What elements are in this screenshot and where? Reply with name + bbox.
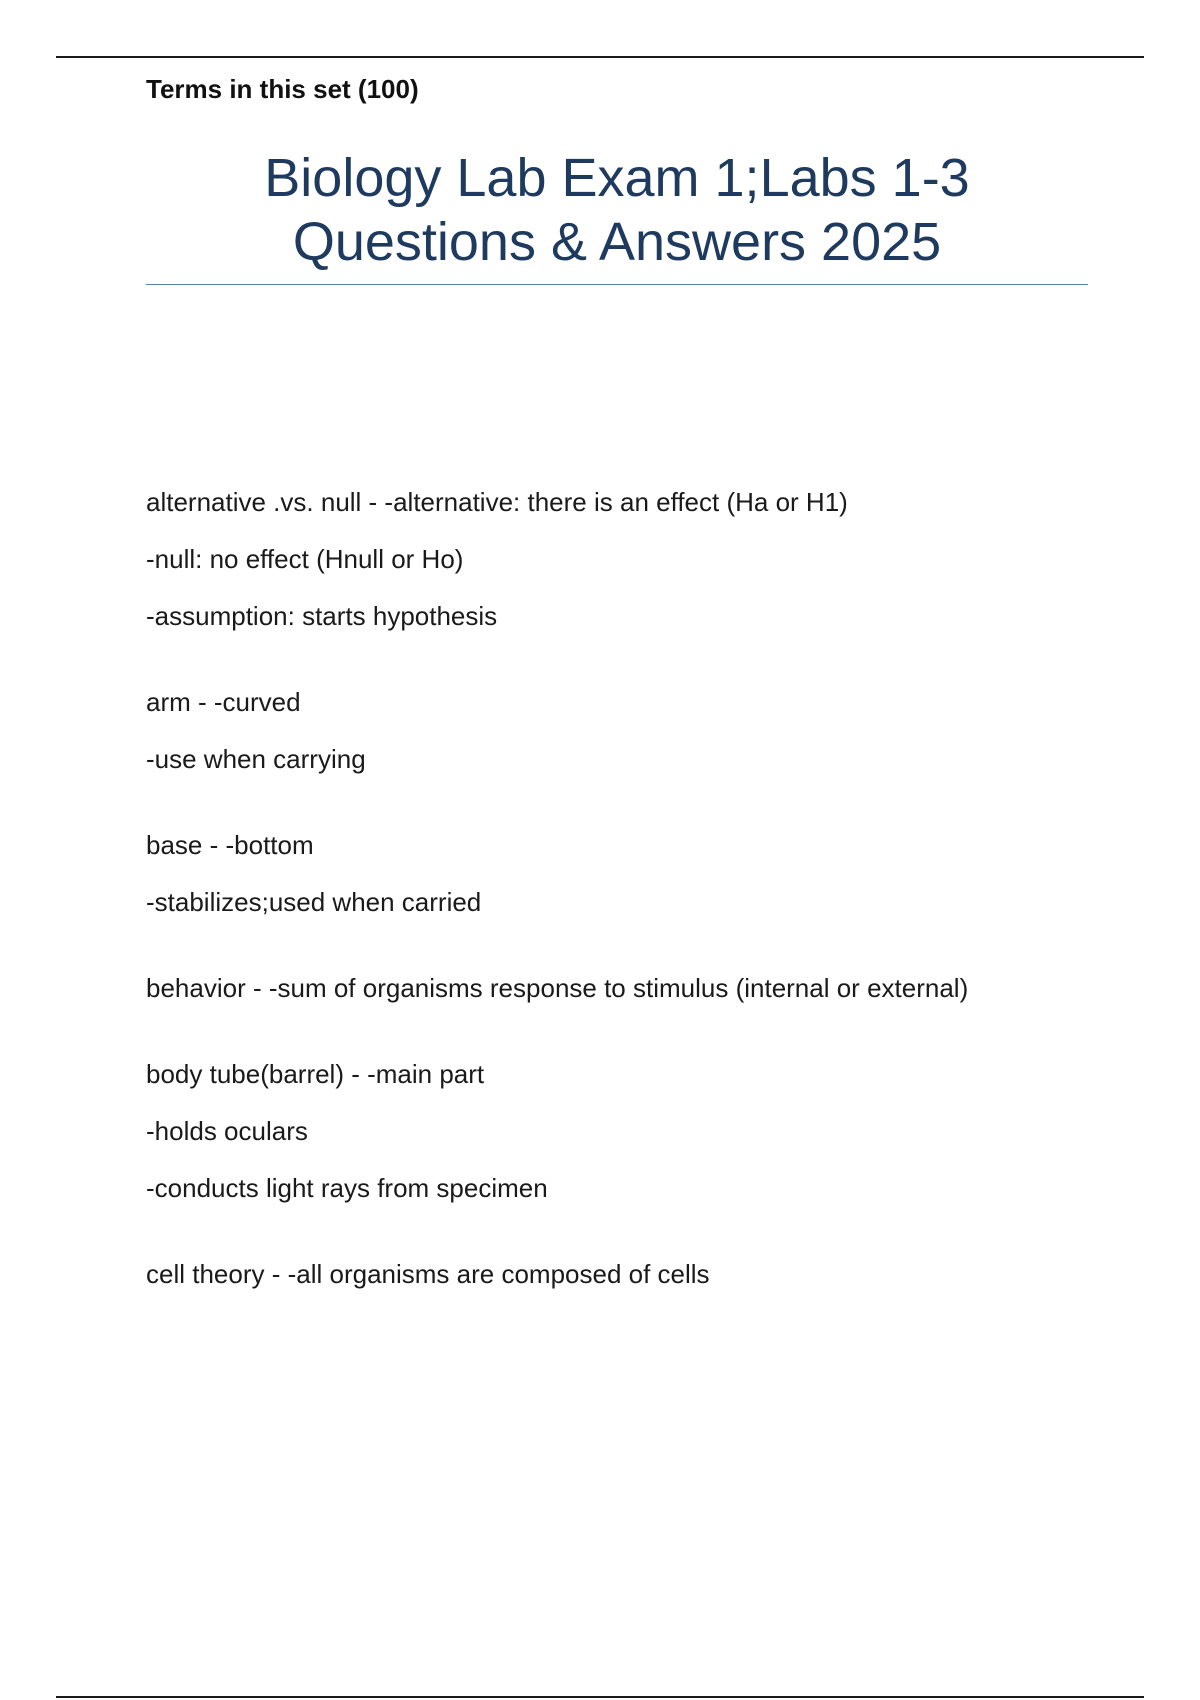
term-entry: [146, 1060, 1106, 1203]
term-line: base - -bottom: [146, 830, 314, 860]
term-line: alternative .vs. null - -alternative: there is an effect (Ha or H1): [146, 487, 848, 517]
terms-count-heading: Terms in this set (100): [146, 74, 419, 104]
term-line: body tube(barrel) - -main part: [146, 1059, 485, 1089]
term-line: -assumption: starts hypothesis: [146, 601, 498, 631]
term-entry: [146, 974, 1106, 1003]
document-title: [146, 146, 1088, 285]
term-entry: [146, 831, 1106, 917]
term-line: -conducts light rays from specimen: [146, 1173, 548, 1203]
term-entry: [146, 688, 1106, 774]
term-line: -use when carrying: [146, 744, 366, 774]
term-line: -stabilizes;used when carried: [146, 887, 482, 917]
term-line: behavior - -sum of organisms response to stimulus (internal or external): [146, 973, 969, 1003]
document-title-line-2: Questions & Answers 2025: [292, 212, 942, 272]
term-line: -holds oculars: [146, 1116, 308, 1146]
term-entry: [146, 488, 1106, 631]
document-title-line-1: Biology Lab Exam 1;Labs 1-3: [264, 148, 970, 208]
bottom-rule: [56, 1696, 1144, 1698]
term-line: -null: no effect (Hnull or Ho): [146, 544, 464, 574]
term-line: arm - -curved: [146, 687, 301, 717]
terms-list: [146, 488, 1106, 1346]
term-line: cell theory - -all organisms are composed of cells: [146, 1259, 710, 1289]
top-rule: [56, 56, 1144, 58]
term-entry: [146, 1260, 1106, 1289]
